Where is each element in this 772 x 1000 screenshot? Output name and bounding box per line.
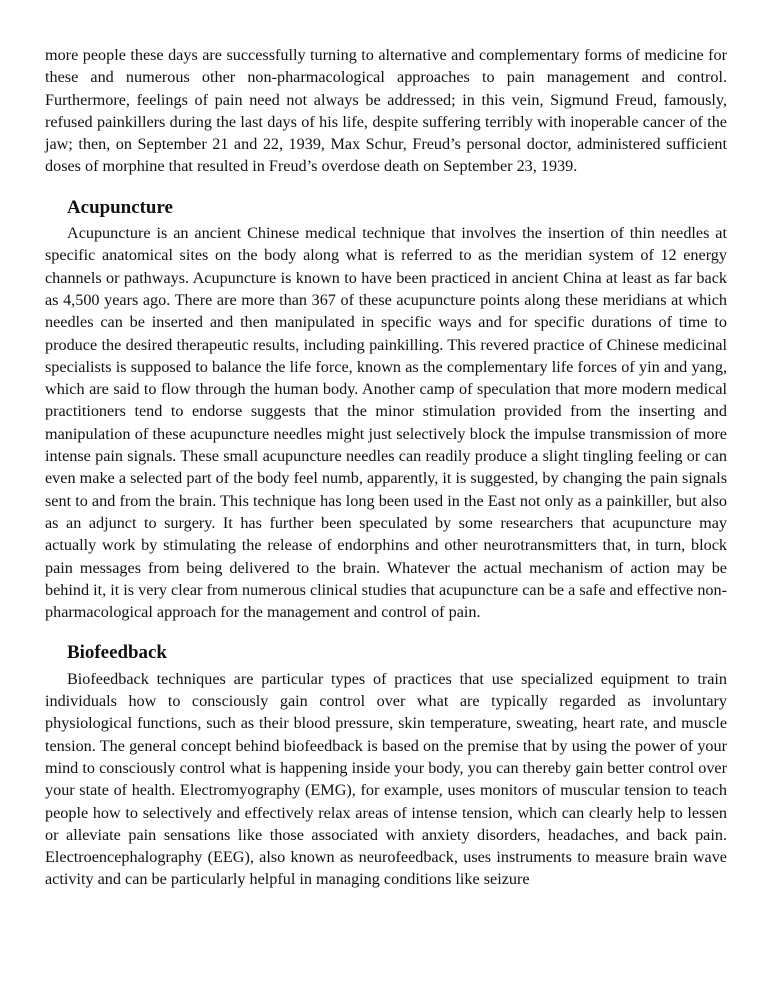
section-body-biofeedback: Biofeedback techniques are particular types of practices that use specialized equipment to train individuals how to consciously gain control over what are typically regarded as involuntary physiological functions, such as their blood pressure, skin temperature, sweating, heart rate, and muscle tension. The general concept behind biofeedback is based on the premise that by using the power of your mind to consciously control what is happening inside your body, you can thereby gain better control over your state of health. Electromyography (EMG), for example, uses monitors of muscular tension to teach people how to selectively and effectively relax areas of intense tension, which can clearly help to lessen or alleviate pain sensations like those associated with anxiety disorders, headaches, and back pain. Electroencephalography (EEG), also known as neurofeedback, uses instruments to measure brain wave activity and can be particularly helpful in managing conditions like seizure bbox=[45, 669, 727, 889]
section-body-acupuncture: Acupuncture is an ancient Chinese medical technique that involves the insertion of thin needles at specific anatomical sites on the body along what is referred to as the meridian system of 12 energy channels or pathways. Acupuncture is known to have been practiced in ancient China at least as far back as 4,500 years ago. There are more than 367 of these acupuncture points along these meridians at which needles can be inserted and then manipulated in specific ways and for specific durations of time to produce the desired therapeutic results, including painkilling. This revered practice of Chinese medicinal specialists is supposed to balance the life force, known as the complementary life forces of yin and yang, which are said to flow through the human body. Another camp of speculation that more modern medical practitioners tend to endorse suggests that the minor stimulation provided from the inserting and manipulation of these acupuncture needles might just selectively block the impulse transmission of more intense pain signals. These small acupuncture needles can readily produce a slight tingling feeling or can even make a selected part of the body feel numb, apparently, it is suggested, by changing the pain signals sent to and from the brain. This technique has long been used in the East not only as a painkiller, but also as an adjunct to surgery. It has further been speculated by some researchers that acupuncture may actually work by stimulating the release of endorphins and other neurotransmitters that, in turn, block pain messages from being delivered to the brain. Whatever the actual mechanism of action may be behind it, it is very clear from numerous clinical studies that acupuncture can be a safe and effective non-pharmacological approach for the management and control of pain. bbox=[45, 224, 727, 622]
intro-paragraph: more people these days are successfully turning to alternative and complementary forms of medicine for these and numerous other non-pharmacological approaches to pain management and control. Furthermore, feelings of pain need not always be addressed; in this vein, Sigmund Freud, famously, refused painkillers during the last days of his life, despite suffering terribly with inoperable cancer of the jaw; then, on September 21 and 22, 1939, Max Schur, Freud’s personal doctor, administered sufficient doses of morphine that resulted in Freud’s overdose death on September 23, 1939. bbox=[45, 46, 727, 176]
document-page bbox=[45, 44, 727, 891]
section-spacer bbox=[45, 623, 727, 642]
section-heading-biofeedback: Biofeedback bbox=[67, 642, 167, 664]
section-spacer bbox=[45, 178, 727, 197]
section-heading-acupuncture: Acupuncture bbox=[67, 196, 173, 218]
